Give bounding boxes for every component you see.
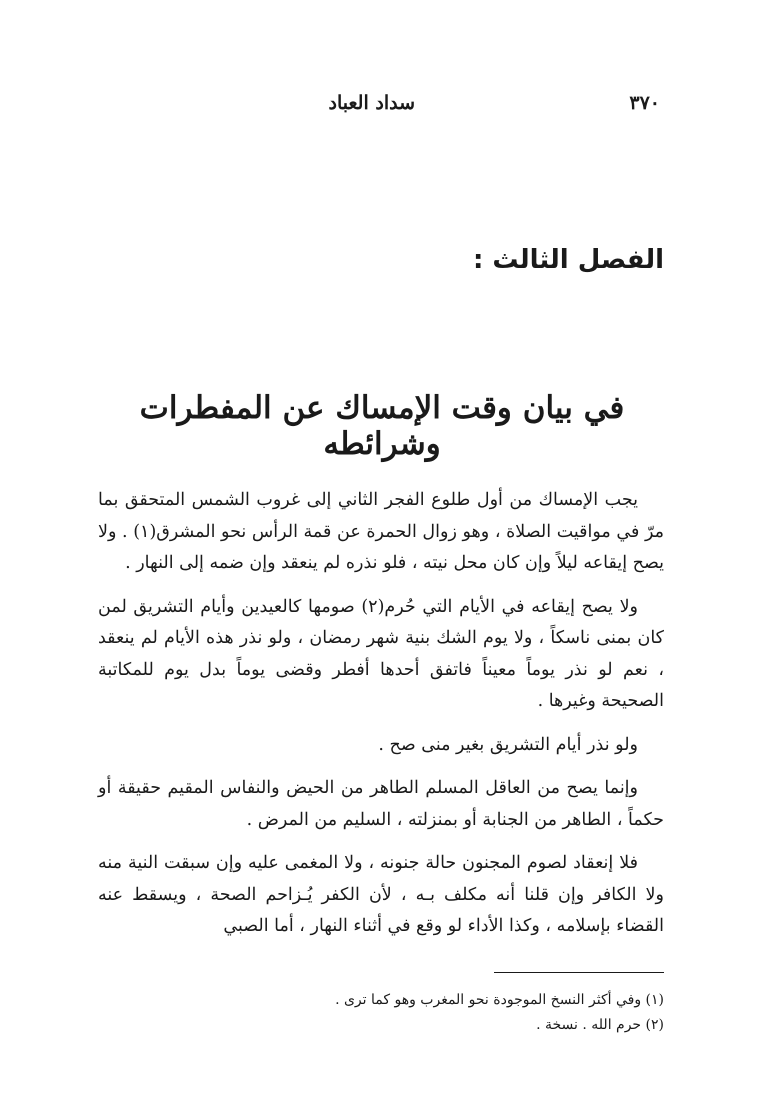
page-number: ٣٧٠ bbox=[629, 92, 660, 114]
section-title: في بيان وقت الإمساك عن المفطرات وشرائطه bbox=[139, 390, 625, 462]
body-text bbox=[98, 485, 664, 955]
chapter-label: الفصل الثالث : bbox=[472, 245, 664, 275]
running-title: سداد العباد bbox=[328, 92, 415, 114]
footnote: (١) وفي أكثر النسخ الموجودة نحو المغرب وهو كما ترى . bbox=[335, 992, 664, 1008]
paragraph: ولو نذر أيام التشريق بغير منى صح . bbox=[378, 734, 638, 755]
paragraph: فلا إنعقاد لصوم المجنون حالة جنونه ، ولا المغمى عليه وإن سبقت النية منه ولا الكافر وإن قلنا أنه مكلف بـه ، لأن الكفر يُـزاحم الصحة ، ويسقط عنه القضاء بإسلامه ، وكذا الأداء لو وقع في أثناء النهار ، أما الصبي bbox=[98, 853, 664, 936]
footnote: (٢) حرم الله . نسخة . bbox=[536, 1017, 664, 1033]
paragraph: ولا يصح إيقاعه في الأيام التي حُرم(٢) صومها كالعيدين وأيام التشريق لمن كان بمنى ناسكاً ، ولا يوم الشك بنية شهر رمضان ، ولو نذر هذه الأيام لم ينعقد ، نعم لو نذر يوماً معيناً فاتفق أحدها أفطر وقضى يوماً بدل يوم للمكاتبة الصحيحة وغيرها . bbox=[98, 596, 664, 711]
paragraph: يجب الإمساك من أول طلوع الفجر الثاني إلى غروب الشمس المتحقق بما مرّ في مواقيت الصلاة ، وهو زوال الحمرة عن قمة الرأس نحو المشرق(١) . ولا يصح إيقاعه ليلاً وإن كان محل نيته ، فلو نذره لم ينعقد وإن ضمه إلى النهار . bbox=[98, 490, 664, 573]
paragraph: وإنما يصح من العاقل المسلم الطاهر من الحيض والنفاس المقيم حقيقة أو حكماً ، الطاهر من الجنابة أو بمنزلته ، السليم من المرض . bbox=[98, 778, 664, 830]
footnote-divider bbox=[494, 972, 664, 973]
page-header bbox=[100, 92, 660, 124]
footnotes bbox=[224, 988, 664, 1038]
